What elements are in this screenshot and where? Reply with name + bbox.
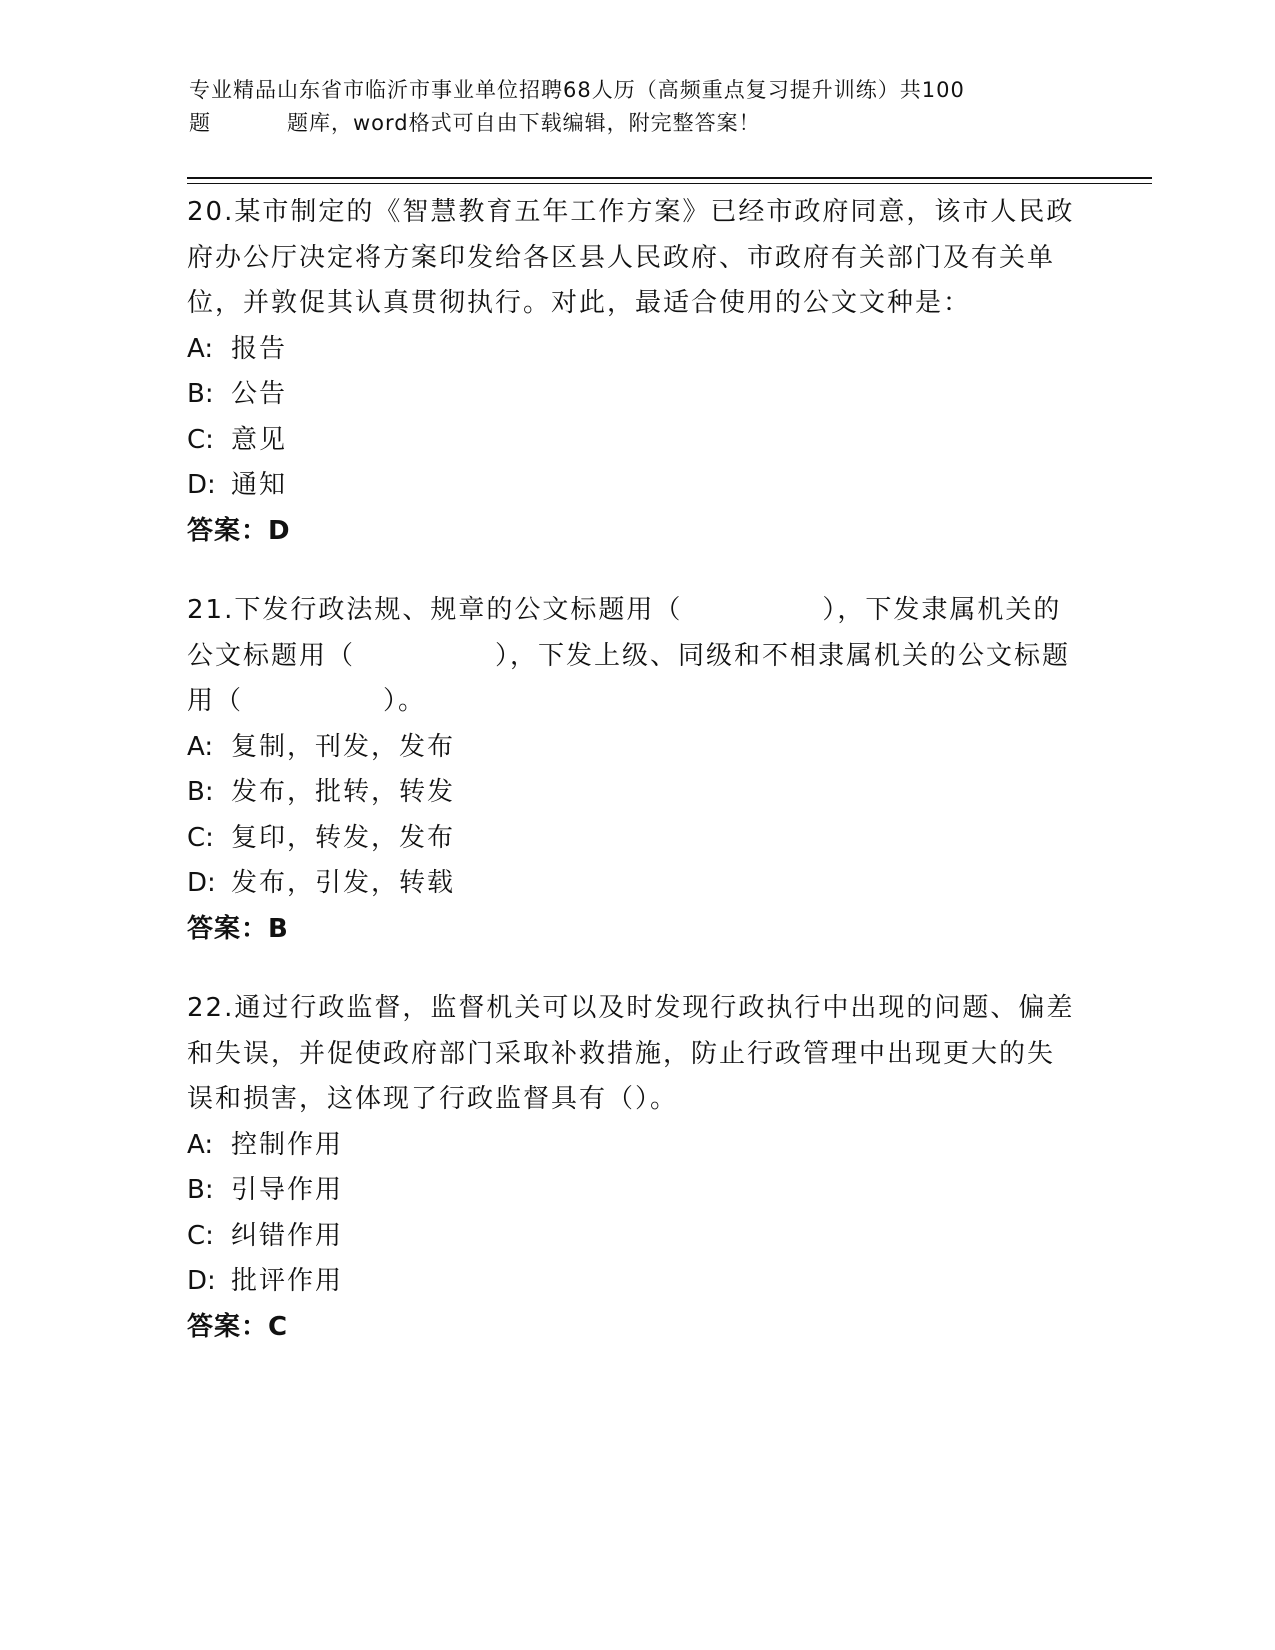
option-key: B: xyxy=(187,379,214,409)
option-key: A: xyxy=(187,1129,214,1160)
question-22 xyxy=(187,986,1077,1350)
option-text: 复制，刊发，发布 xyxy=(231,731,456,762)
option-key: C: xyxy=(187,822,214,853)
option-c xyxy=(187,1214,1077,1260)
option-c xyxy=(187,418,1077,464)
option-a xyxy=(187,327,1077,373)
option-key: D: xyxy=(187,1266,216,1296)
option-a xyxy=(187,1123,1077,1169)
option-d xyxy=(187,861,1077,907)
option-text: 控制作用 xyxy=(231,1129,344,1160)
option-key: B: xyxy=(187,777,214,807)
option-text: 批评作用 xyxy=(231,1266,344,1296)
option-a xyxy=(187,725,1077,771)
header-divider-thick xyxy=(187,177,1152,179)
option-key: C: xyxy=(187,424,214,455)
question-stem: 21.下发行政法规、规章的公文标题用（ ），下发隶属机关的公文标题用（ ），下发上级、同级和不相隶属机关的公文标题用（ ）。 xyxy=(187,595,1071,716)
option-text: 意见 xyxy=(231,424,288,455)
question-stem: 20.某市制定的《智慧教育五年工作方案》已经市政府同意，该市人民政府办公厅决定将方案印发给各区县人民政府、市政府有关部门及有关单位，并敦促其认真贯彻执行。对此，最适合使用的公文文种是： xyxy=(187,197,1075,318)
option-text: 报告 xyxy=(231,333,288,364)
page-header xyxy=(189,74,1069,140)
option-text: 引导作用 xyxy=(231,1175,344,1205)
header-line-1: 专业精品山东省市临沂市事业单位招聘68人历（高频重点复习提升训练）共100 xyxy=(189,78,965,102)
question-list xyxy=(187,190,1077,1384)
option-b xyxy=(187,770,1077,816)
answer-line: 答案：C xyxy=(187,1311,289,1342)
option-key: A: xyxy=(187,731,214,762)
header-line-2-start: 题 xyxy=(189,111,211,135)
option-key: A: xyxy=(187,333,214,364)
question-21 xyxy=(187,588,1077,952)
option-key: D: xyxy=(187,868,216,898)
question-20 xyxy=(187,190,1077,554)
option-text: 发布，引发，转载 xyxy=(231,868,456,898)
option-d xyxy=(187,463,1077,509)
option-c xyxy=(187,816,1077,862)
option-key: C: xyxy=(187,1220,214,1251)
question-stem: 22.通过行政监督，监督机关可以及时发现行政执行中出现的问题、偏差和失误，并促使政府部门采取补救措施，防止行政管理中出现更大的失误和损害，这体现了行政监督具有（）。 xyxy=(187,993,1075,1114)
option-text: 复印，转发，发布 xyxy=(231,822,456,853)
option-b xyxy=(187,1168,1077,1214)
option-text: 通知 xyxy=(231,470,288,500)
option-b xyxy=(187,372,1077,418)
option-text: 公告 xyxy=(231,379,288,409)
option-text: 纠错作用 xyxy=(231,1220,344,1251)
header-line-2-rest: 题库，word格式可自由下载编辑，附完整答案！ xyxy=(287,111,761,135)
option-key: D: xyxy=(187,470,216,500)
answer-line: 答案：D xyxy=(187,515,291,546)
header-line-2 xyxy=(189,107,1069,140)
option-d xyxy=(187,1259,1077,1305)
answer-line: 答案：B xyxy=(187,913,289,944)
option-key: B: xyxy=(187,1175,214,1205)
header-divider-thin xyxy=(187,183,1152,184)
option-text: 发布，批转，转发 xyxy=(231,777,456,807)
